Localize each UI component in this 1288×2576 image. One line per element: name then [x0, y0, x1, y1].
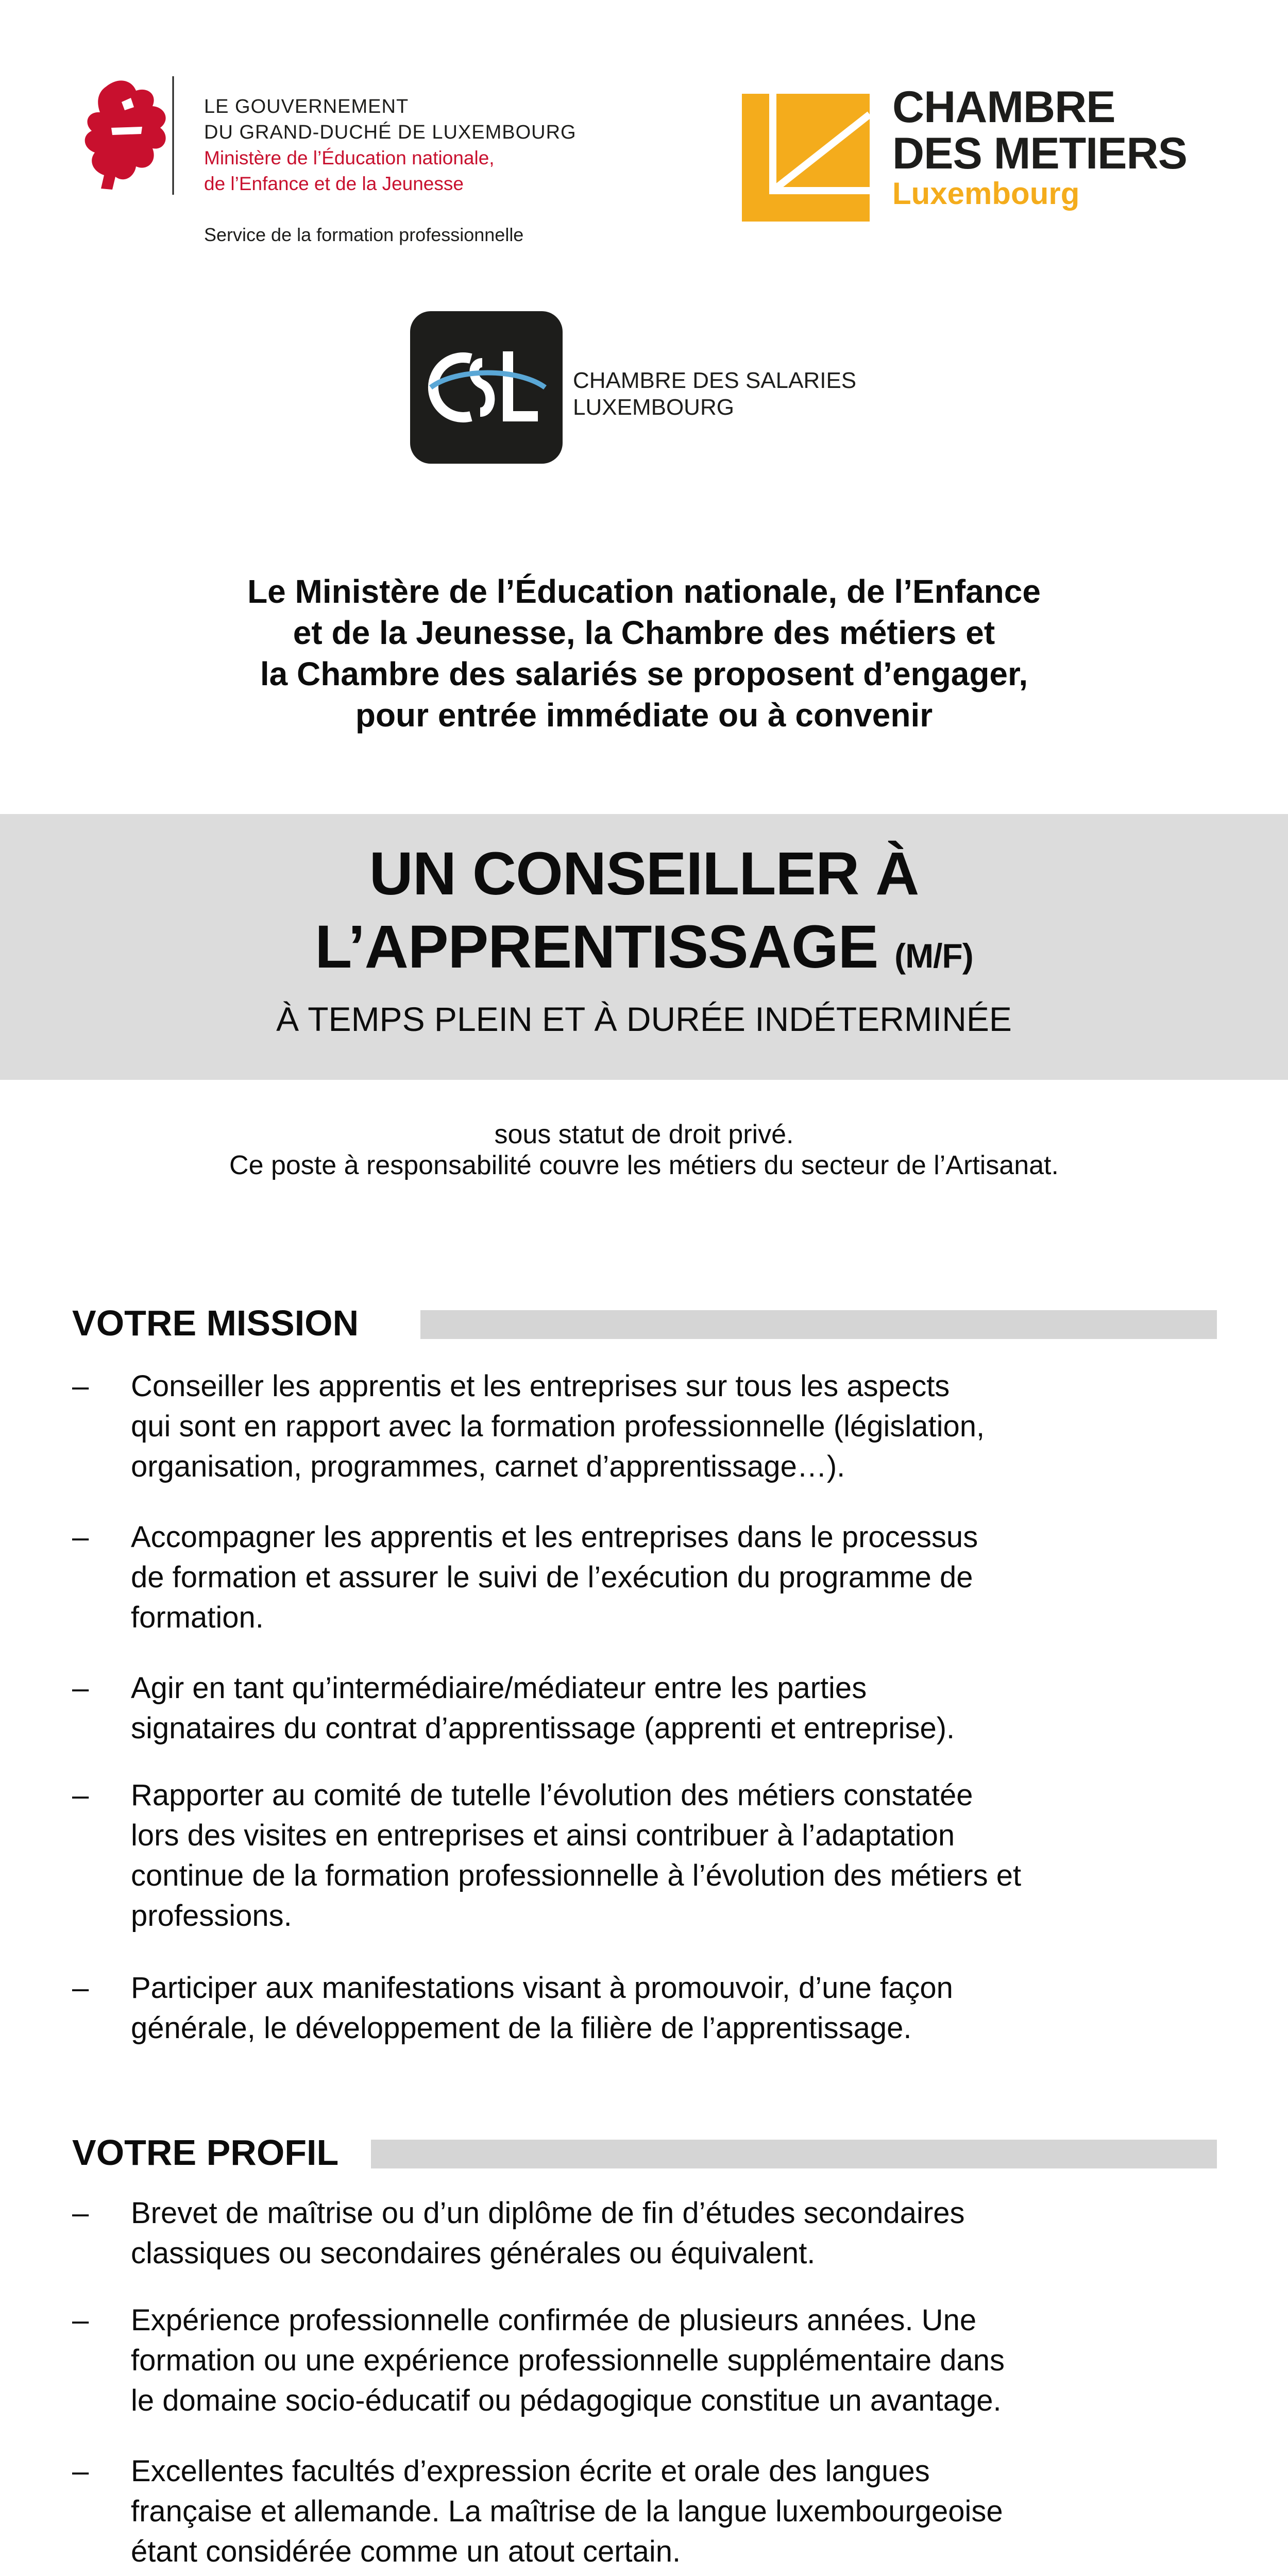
mission-item-line: qui sont en rapport avec la formation professionnelle (législation,: [131, 1410, 985, 1443]
mission-item-line: générale, le développement de la filière de l’apprentissage.: [131, 2011, 912, 2045]
profil-item-line: étant considérée comme un atout certain.: [131, 2535, 681, 2568]
csl-wordmark: [573, 367, 856, 421]
bullet-dash: –: [72, 1369, 89, 1403]
bullet-dash: –: [72, 1971, 89, 2005]
intro-line: et de la Jeunesse, la Chambre des métiers et: [293, 614, 995, 651]
csl-line: CHAMBRE DES SALARIES: [573, 368, 857, 393]
profil-item-line: le domaine socio-éducatif ou pédagogique constitue un avantage.: [131, 2384, 1002, 2417]
mission-item-line: professions.: [131, 1899, 292, 1933]
csl-line: LUXEMBOURG: [573, 395, 734, 420]
heading-rule: [371, 2140, 1217, 2168]
job-title-line1: UN CONSEILLER À: [369, 840, 919, 908]
cdm-line-luxembourg: Luxembourg: [892, 176, 1080, 211]
mission-item-line: organisation, programmes, carnet d’apprentissage…).: [131, 1450, 845, 1483]
mission-item-line: continue de la formation professionnelle à l’évolution des métiers et: [131, 1859, 1022, 1892]
mission-item-line: signataires du contrat d’apprentissage (apprenti et entreprise).: [131, 1711, 955, 1745]
profil-item-text: [131, 2451, 1003, 2572]
mission-item-line: formation.: [131, 1601, 264, 1634]
intro-line: Le Ministère de l’Éducation nationale, de l’Enfance: [247, 573, 1041, 610]
ministry-line: Ministère de l’Éducation nationale,: [204, 147, 495, 168]
mission-item-line: Rapporter au comité de tutelle l’évolution des métiers constatée: [131, 1778, 973, 1812]
mission-item-text: [131, 1668, 955, 1749]
government-line: LE GOUVERNEMENT: [204, 96, 409, 117]
mission-item-text: [131, 1775, 1021, 1936]
profil-item-line: classiques ou secondaires générales ou équivalent.: [131, 2236, 816, 2270]
bullet-dash: –: [72, 1671, 89, 1705]
mission-item-line: Accompagner les apprentis et les entreprises dans le processus: [131, 1520, 978, 1554]
mission-item-line: Agir en tant qu’intermédiaire/médiateur entre les parties: [131, 1671, 867, 1705]
mission-heading-row: [72, 1305, 1217, 1341]
ministry-line: de l’Enfance et de la Jeunesse: [204, 173, 464, 194]
job-title-band: [0, 814, 1288, 1080]
government-line: DU GRAND-DUCHÉ DE LUXEMBOURG: [204, 122, 577, 143]
status-line: Ce poste à responsabilité couvre les métiers du secteur de l’Artisanat.: [229, 1150, 1059, 1180]
csl-logo-icon: [410, 311, 563, 464]
mission-item-text: [131, 1517, 978, 1638]
bullet-dash: –: [72, 1778, 89, 1812]
government-service: Service de la formation professionnelle: [204, 224, 524, 245]
bullet-dash: –: [72, 2196, 89, 2230]
gender-marker: (M/F): [894, 937, 973, 975]
status-note: [0, 1119, 1288, 1181]
mission-heading: VOTRE MISSION: [72, 1303, 359, 1343]
profil-heading-row: [72, 2134, 1217, 2171]
mission-item-line: lors des visites en entreprises et ainsi contribuer à l’adaptation: [131, 1819, 955, 1852]
heading-rule: [420, 1310, 1217, 1339]
intro-paragraph: [0, 571, 1288, 736]
intro-line: pour entrée immédiate ou à convenir: [355, 697, 933, 734]
profil-item-text: [131, 2300, 1005, 2421]
mission-item-line: Conseiller les apprentis et les entreprises sur tous les aspects: [131, 1369, 950, 1403]
bullet-dash: –: [72, 2454, 89, 2488]
chambre-des-metiers-wordmark: [892, 84, 1187, 211]
chambre-des-metiers-logo-icon: [742, 94, 870, 222]
luxembourg-lion-logo: [70, 66, 189, 205]
profil-heading: VOTRE PROFIL: [72, 2132, 339, 2173]
job-title-line2: [0, 912, 1288, 982]
job-subtitle: À TEMPS PLEIN ET À DURÉE INDÉTERMINÉE: [276, 1000, 1012, 1038]
profil-item-line: Brevet de maîtrise ou d’un diplôme de fin d’études secondaires: [131, 2196, 965, 2230]
bullet-dash: –: [72, 1520, 89, 1554]
profil-item-text: [131, 2193, 965, 2274]
mission-item-line: Participer aux manifestations visant à promouvoir, d’une façon: [131, 1971, 953, 2005]
mission-item-text: [131, 1968, 953, 2048]
profil-item-line: Excellentes facultés d’expression écrite et orale des langues: [131, 2454, 930, 2488]
cdm-line: DES METIERS: [892, 129, 1187, 178]
government-title: [204, 94, 668, 197]
mission-item-line: de formation et assurer le suivi de l’exécution du programme de: [131, 1561, 973, 1594]
mission-item-text: [131, 1366, 985, 1487]
profil-item-line: Expérience professionnelle confirmée de plusieurs années. Une: [131, 2303, 977, 2337]
profil-item-line: formation ou une expérience professionnelle supplémentaire dans: [131, 2344, 1005, 2377]
profil-item-line: française et allemande. La maîtrise de la langue luxembourgeoise: [131, 2495, 1003, 2528]
status-line: sous statut de droit privé.: [494, 1120, 794, 1149]
bullet-dash: –: [72, 2303, 89, 2337]
job-title-text: L’APPRENTISSAGE: [315, 913, 878, 981]
intro-line: la Chambre des salariés se proposent d’engager,: [260, 655, 1028, 692]
cdm-line: CHAMBRE: [892, 82, 1115, 132]
